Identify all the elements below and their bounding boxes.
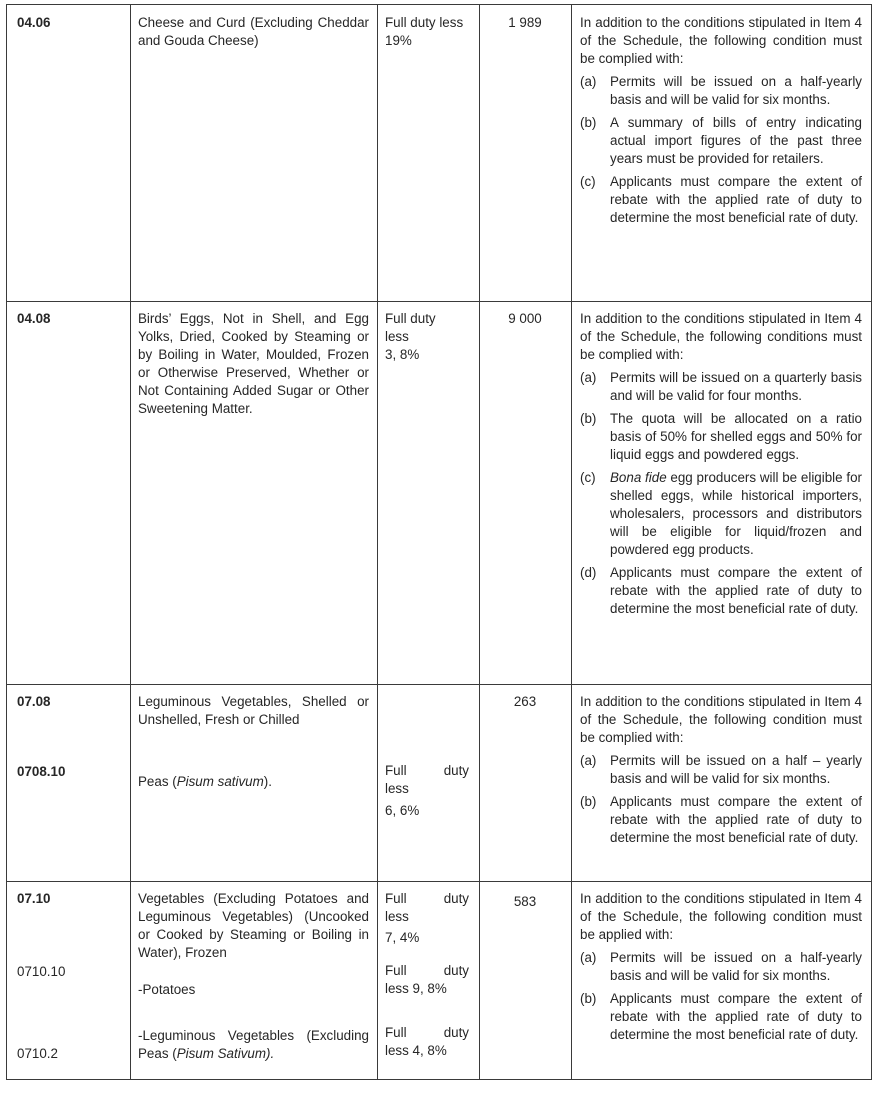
tariff-sub-description — [138, 1027, 369, 1063]
condition-text: Applicants must compare the extent of rebate with the applied rate of duty to determine the most beneficial rate of duty. — [610, 174, 862, 225]
tariff-code: 07.10 — [17, 891, 51, 906]
rate-line: Full duty — [385, 763, 469, 778]
quota-quantity: 9 000 — [508, 311, 542, 326]
column-divider — [479, 5, 480, 1079]
condition-item — [580, 469, 862, 559]
condition-text: A summary of bills of entry indicating actual import figures of the past three years must be provided for retailers. — [610, 115, 862, 166]
conditions-intro: In addition to the conditions stipulated in Item 4 of the Schedule, the following condition must be complied with: — [580, 15, 862, 66]
tariff-sub-description — [138, 773, 369, 791]
tariff-rate — [385, 890, 469, 947]
text-part: ). — [263, 774, 272, 789]
rate-line: Full duty — [385, 1025, 469, 1040]
quota-quantity: 263 — [513, 694, 537, 709]
tariff-code: 07.08 — [17, 694, 51, 709]
tariff-code: 04.08 — [17, 311, 51, 326]
tariff-sub-description: -Potatoes — [138, 982, 196, 997]
tariff-subcode: 0710.2 — [17, 1046, 58, 1061]
rate-line: Full duty — [385, 311, 436, 326]
condition-text: Applicants must compare the extent of rebate with the applied rate of duty to determine the most beneficial rate of duty. — [610, 565, 862, 616]
condition-label: (c) — [580, 174, 596, 189]
conditions-cell — [580, 693, 862, 847]
rate-line: Full duty — [385, 963, 469, 978]
condition-label: (b) — [580, 991, 597, 1006]
rate-line: less 9, 8% — [385, 981, 447, 996]
tariff-description: Cheese and Curd (Excluding Cheddar and Gouda Cheese) — [138, 15, 369, 48]
condition-text-rest: egg producers will be eligible for shelled eggs, while historical importers, wholesalers, processors and distributors will be eligible for liquid/frozen and powdered egg products. — [610, 470, 862, 557]
column-divider — [571, 5, 572, 1079]
rate-line: 6, 6% — [385, 803, 420, 818]
tariff-rate — [385, 962, 469, 998]
condition-label: (a) — [580, 370, 597, 385]
condition-text: Permits will be issued on a half – yearly basis and will be valid for six months. — [610, 753, 862, 786]
tariff-rate — [385, 1024, 469, 1060]
condition-item — [580, 410, 862, 464]
rate-line: less — [385, 781, 409, 796]
italic-term: Bona fide — [610, 470, 667, 485]
rate-line: Full duty — [385, 891, 469, 906]
rate-line: less — [385, 329, 409, 344]
tariff-subcode: 0710.10 — [17, 964, 66, 979]
conditions-cell — [580, 890, 862, 1044]
condition-label: (a) — [580, 74, 597, 89]
text-part: Peas ( — [138, 774, 177, 789]
tariff-description: Vegetables (Excluding Potatoes and Leguminous Vegetables) (Uncooked or Cooked by Steaming or Boiling in Water), Frozen — [138, 891, 369, 960]
column-divider — [130, 5, 131, 1079]
condition-label: (c) — [580, 470, 596, 485]
tariff-description: Birds’ Eggs, Not in Shell, and Egg Yolks, Dried, Cooked by Steaming or by Boiling in Water, Moulded, Frozen or Otherwise Preserved, Whether or Not Containing Added Sugar or Other Sweetening Matter. — [138, 311, 369, 416]
tariff-code: 04.06 — [17, 15, 51, 30]
condition-label: (b) — [580, 411, 597, 426]
conditions-intro: In addition to the conditions stipulated in Item 4 of the Schedule, the following condition must be applied with: — [580, 891, 862, 942]
tariff-table — [6, 4, 872, 1080]
conditions-cell — [580, 310, 862, 618]
condition-item — [580, 793, 862, 847]
tariff-rate — [385, 762, 469, 820]
condition-item — [580, 990, 862, 1044]
condition-item — [580, 949, 862, 985]
condition-text: Applicants must compare the extent of rebate with the applied rate of duty to determine the most beneficial rate of duty. — [610, 794, 862, 845]
row-divider — [7, 684, 871, 685]
rate-line: less — [385, 909, 409, 924]
condition-text: Permits will be issued on a half-yearly basis and will be valid for six months. — [610, 950, 862, 983]
condition-label: (b) — [580, 115, 597, 130]
conditions-intro: In addition to the conditions stipulated in Item 4 of the Schedule, the following conditions must be complied with: — [580, 311, 862, 362]
condition-text: Applicants must compare the extent of rebate with the applied rate of duty to determine the most beneficial rate of duty. — [610, 991, 862, 1042]
tariff-rate — [385, 310, 465, 364]
row-divider — [7, 881, 871, 882]
quota-quantity: 1 989 — [508, 15, 542, 30]
condition-label: (b) — [580, 794, 597, 809]
tariff-rate: Full duty less 19% — [385, 15, 464, 48]
condition-label: (d) — [580, 565, 597, 580]
condition-label: (a) — [580, 950, 597, 965]
rate-line: 7, 4% — [385, 930, 420, 945]
condition-text — [610, 470, 862, 557]
condition-text: Permits will be issued on a quarterly basis and will be valid for four months. — [610, 370, 862, 403]
condition-label: (a) — [580, 753, 597, 768]
condition-item — [580, 173, 862, 227]
quota-quantity: 583 — [513, 894, 537, 909]
condition-item — [580, 369, 862, 405]
condition-item — [580, 114, 862, 168]
conditions-intro: In addition to the conditions stipulated in Item 4 of the Schedule, the following condition must be complied with: — [580, 694, 862, 745]
tariff-description: Leguminous Vegetables, Shelled or Unshelled, Fresh or Chilled — [138, 694, 369, 727]
italic-term: Pisum sativum — [176, 774, 264, 789]
tariff-subcode: 0708.10 — [17, 764, 66, 779]
condition-item — [580, 564, 862, 618]
italic-term: Pisum Sativum). — [176, 1046, 275, 1061]
condition-item — [580, 752, 862, 788]
row-divider — [7, 301, 871, 302]
rate-line: 3, 8% — [385, 347, 420, 362]
condition-text: Permits will be issued on a half-yearly basis and will be valid for six months. — [610, 74, 862, 107]
column-divider — [377, 5, 378, 1079]
text-part: -Leguminous Vegetables (Excluding Peas ( — [138, 1028, 369, 1061]
rate-line: less 4, 8% — [385, 1043, 447, 1058]
condition-text: The quota will be allocated on a ratio basis of 50% for shelled eggs and 50% for liquid eggs and powdered eggs. — [610, 411, 862, 462]
condition-item — [580, 73, 862, 109]
conditions-cell — [580, 14, 862, 227]
